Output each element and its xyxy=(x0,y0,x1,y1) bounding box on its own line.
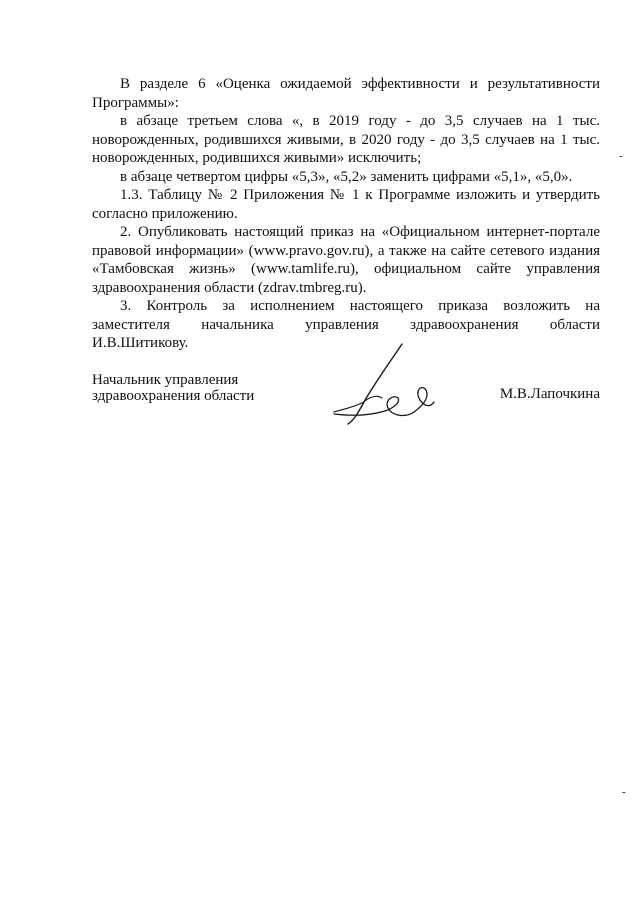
signatory-title xyxy=(92,372,254,404)
margin-dash-mark: - xyxy=(619,150,623,162)
document-body xyxy=(92,75,600,353)
paragraph-3-control: 3. Контроль за исполнением настоящего приказа возложить на заместителя начальника управления здравоохранения области xyxy=(92,298,600,333)
signature-block xyxy=(92,372,600,442)
paragraph-2-publish: 2. Опубликовать настоящий приказ на «Официальном интернет-портале правовой информации» (www.pravo.gov.ru), а также на сайте сетевого издания «Тамбовская жизнь» (www.tamlife.ru), официальном сайте управления здравоохранения области (zdrav.tmbreg.ru). xyxy=(92,224,600,296)
paragraph-section-6: В разделе 6 «Оценка ожидаемой эффективности и результативности Программы»: xyxy=(92,76,600,111)
signatory-title-line1: Начальник управления xyxy=(92,372,239,388)
paragraph-3-control-name: И.В.Шитикову. xyxy=(92,335,189,351)
paragraph-abzac-3: в абзаце третьем слова «, в 2019 году - до 3,5 случаев на 1 тыс. новорожденных, родившихся живыми, в 2020 году - до 3,5 случаев на 1 тыс. новорожденных, родившихся живыми» исключить; xyxy=(92,113,600,166)
paragraph-abzac-4: в абзаце четвертом цифры «5,3», «5,2» заменить цифрами «5,1», «5,0». xyxy=(120,168,573,185)
handwritten-signature xyxy=(330,340,440,430)
signatory-name: М.В.Лапочкина xyxy=(499,386,600,402)
margin-scan-mark: - xyxy=(622,786,626,798)
paragraph-1-3: 1.3. Таблицу № 2 Приложения № 1 к Программе изложить и утвердить согласно приложению. xyxy=(92,187,600,222)
signatory-title-line2: здравоохранения области xyxy=(92,388,255,404)
